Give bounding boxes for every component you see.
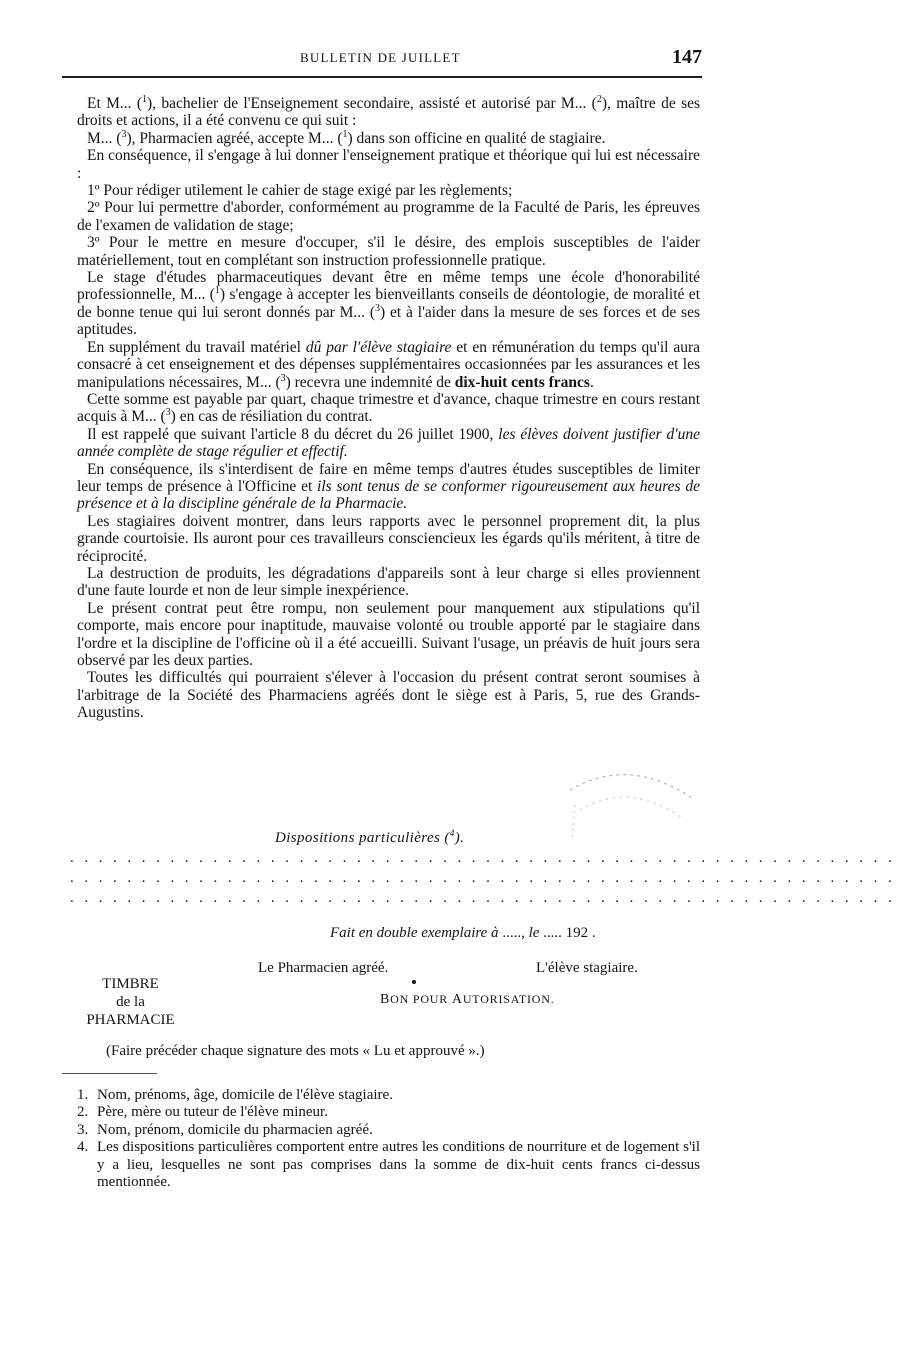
dot-mark xyxy=(412,980,416,984)
footnote-ref: 1 xyxy=(342,128,348,140)
paragraph-15: Toutes les difficultés qui pourraient s'élever à l'occasion du présent contrat seront soumises à l'arbitrage de la Société des Pharmaciens agréés dont le siège est à Paris, 5, rue des Grands-Augustins. xyxy=(77,669,700,722)
text: Le stage d'études pharmaceutiques devant être en même temps une école d'honorabilité professionnelle, M... ( xyxy=(77,269,700,304)
text: UTORISATION. xyxy=(462,992,555,1006)
italic-text: ils sont tenus de se conformer rigoureusement aux heures de présence et à la discipline générale de la Pharmacie. xyxy=(77,477,700,513)
amount-bold: dix-huit cents francs xyxy=(454,373,590,391)
paragraph-14: Le présent contrat peut être rompu, non seulement pour manquement aux stipulations qu'il comporte, mais encore pour inaptitude, mauvaise volonté ou trouble apporté par le stagiaire dans l'ordre et la discipline de l'officine où il a été accueilli. Suivant l'usage, un préavis de huit jours sera observé par les deux parties. xyxy=(77,599,700,669)
footnote-ref: 1 xyxy=(214,285,220,297)
footnote-ref: 3 xyxy=(375,302,380,314)
text: En conséquence, ils s'interdisent de faire en même temps d'autres études susceptibles de limiter leur temps de présence à l'Officine et xyxy=(77,460,700,495)
footnote-text: Nom, prénom, domicile du pharmacien agréé. xyxy=(97,1121,373,1138)
paragraph-6: 3º Pour le mettre en mesure d'occuper, s'il le désire, des emplois susceptibles de l'aider matériellement, tout en complétant son instruction professionnelle pratique. xyxy=(77,234,700,269)
text: Fait en double exemplaire à xyxy=(330,925,499,941)
text: ) et à l'aider dans la mesure de ses forces et de ses aptitudes. xyxy=(77,303,700,339)
dispositions-heading xyxy=(275,828,464,847)
text: PHARMACIE xyxy=(86,1012,175,1028)
text: ), bachelier de l'Enseignement secondaire, assisté et autorisé par M... ( xyxy=(147,95,597,112)
footnote-rule xyxy=(62,1073,157,1074)
footnote xyxy=(77,1139,700,1191)
footnote xyxy=(77,1087,700,1104)
footnote-text: Père, mère ou tuteur de l'élève mineur. xyxy=(97,1104,328,1121)
text: ) dans son officine en qualité de stagiaire. xyxy=(347,129,606,147)
footnote-number: 2. xyxy=(77,1104,89,1121)
text: ) s'engage à accepter les bienveillants conseils de déontologie, de moralité et de bonne tenue qui lui seront donnés par M... ( xyxy=(77,286,700,321)
paragraph-12: Les stagiaires doivent montrer, dans leurs rapports avec le personnel proprement dit, la plus grande courtoisie. Ils auront pour ces travailleurs consciencieux les égards qu'ils méritent, à titre de réciprocité. xyxy=(77,512,700,565)
paragraph-13: La destruction de produits, les dégradations d'appareils sont à leur charge si elles proviennent d'une faute lourde et non de leur simple inexpérience. xyxy=(77,564,700,600)
text: . xyxy=(589,373,594,391)
authorization-label xyxy=(380,992,555,1008)
footnote-ref: 3 xyxy=(165,407,171,419)
footnotes xyxy=(77,1087,700,1191)
footnote-text: Nom, prénoms, âge, domicile de l'élève stagiaire. xyxy=(97,1087,393,1103)
running-title: BULLETIN DE JUILLET xyxy=(300,50,461,65)
pharmacist-signature-label: Le Pharmacien agréé. xyxy=(258,960,389,976)
text: A xyxy=(451,992,463,1007)
footnote xyxy=(77,1122,700,1139)
footnote-number: 3. xyxy=(77,1121,89,1138)
text: Et M... ( xyxy=(87,95,142,112)
dots: ....., xyxy=(502,925,525,941)
dotted-line: .......................................................... xyxy=(70,870,902,886)
year: 192 . xyxy=(565,925,596,941)
text: B xyxy=(380,992,391,1007)
paragraph-11 xyxy=(77,461,700,513)
dotted-line: .......................................................... xyxy=(70,890,902,906)
footnote xyxy=(77,1104,700,1121)
paragraph-3: En conséquence, il s'engage à lui donner l'enseignement pratique et théorique qui lui est nécessaire : xyxy=(77,147,700,182)
footnote-text: Les dispositions particulières comportent entre autres les conditions de nourriture et de logement s'il y a lieu, lesquelles ne sont pas comprises dans la somme de dix-huit cents francs ci-dessus mentionnée. xyxy=(97,1139,700,1191)
header-rule xyxy=(62,76,702,78)
place-date-line xyxy=(330,925,596,942)
text: En supplément du travail matériel xyxy=(87,338,306,356)
dots: ..... xyxy=(543,925,562,941)
footnote-ref: 3 xyxy=(280,372,286,384)
italic-text: dû par l'élève stagiaire xyxy=(305,338,452,356)
paragraph-2 xyxy=(77,130,700,147)
text: ). xyxy=(454,830,465,846)
dotted-line: .......................................................... xyxy=(70,850,902,866)
text: ), Pharmacien agréé, accepte M... ( xyxy=(126,129,343,147)
pharmacy-stamp-label xyxy=(73,975,188,1029)
page-number: 147 xyxy=(672,46,702,68)
text: Dispositions particulières ( xyxy=(275,830,450,846)
text: ) recevra une indemnité de xyxy=(285,373,455,391)
text: le xyxy=(528,925,540,941)
paragraph-5: 2º Pour lui permettre d'aborder, conformément au programme de la Faculté de Paris, les épreuves de l'examen de validation de stage; xyxy=(77,199,700,234)
trainee-signature-label: L'élève stagiaire. xyxy=(536,960,638,976)
paragraph-7 xyxy=(77,269,700,339)
paragraph-8 xyxy=(77,339,700,391)
paragraph-10 xyxy=(77,426,700,461)
text: ) en cas de résiliation du contrat. xyxy=(170,408,373,426)
paragraph-1 xyxy=(77,95,700,130)
paragraph-4: 1º Pour rédiger utilement le cahier de stage exigé par les règlements; xyxy=(87,182,513,200)
text: Il est rappelé que suivant l'article 8 du décret du 26 juillet 1900, xyxy=(87,425,499,443)
text: Cette somme est payable par quart, chaque trimestre et d'avance, chaque trimestre en cours restant acquis à M... ( xyxy=(77,390,700,426)
contract-body xyxy=(77,95,700,722)
footnote-ref: 2 xyxy=(596,93,602,105)
footnote-ref: 3 xyxy=(121,128,127,140)
text: et en rémunération du temps qu'il aura consacré à cet enseignement et des dépenses supplémentaires occasionnées par les assurances et les manipulations nécessaires, M... ( xyxy=(77,338,700,391)
paragraph-9 xyxy=(77,391,700,426)
footnote-ref: 1 xyxy=(142,93,147,105)
text: ), maître de ses droits et actions, il a été convenu ce qui suit : xyxy=(77,95,701,130)
text: M... ( xyxy=(87,129,122,147)
text: ON POUR xyxy=(390,992,452,1006)
italic-text: les élèves doivent justifier d'une année complète de stage régulier et effectif. xyxy=(77,425,700,461)
footnote-number: 4. xyxy=(77,1139,89,1156)
text: TIMBRE xyxy=(102,976,159,992)
signature-instruction: (Faire précéder chaque signature des mots « Lu et approuvé ».) xyxy=(106,1043,485,1059)
footnote-number: 1. xyxy=(77,1087,89,1103)
text: de la xyxy=(116,994,145,1010)
footnote-ref: 4 xyxy=(449,828,455,838)
